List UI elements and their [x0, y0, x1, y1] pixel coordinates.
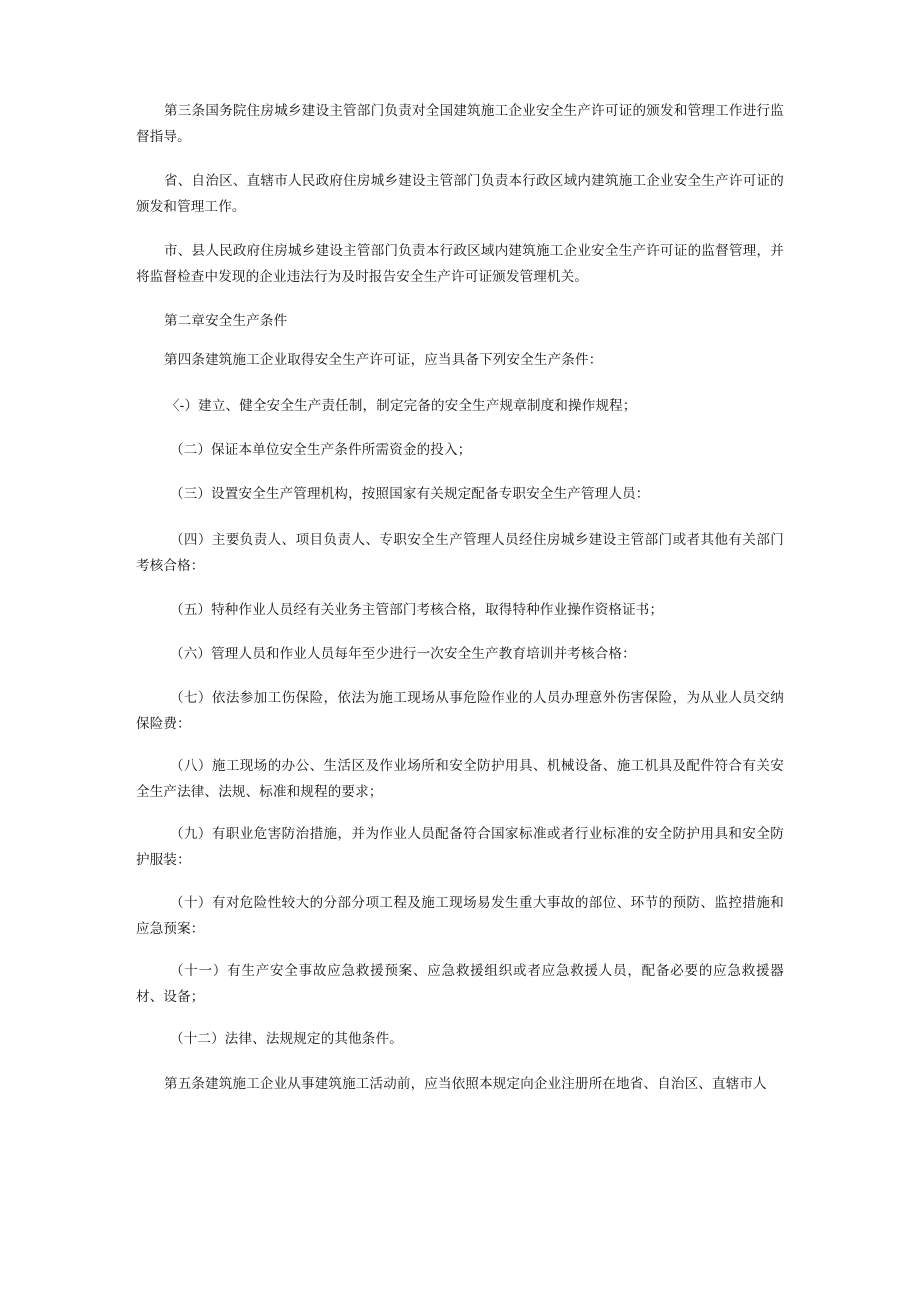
condition-item-1: 〈-）建立、健全安全生产责任制，制定完备的安全生产规章制度和操作规程；	[166, 398, 637, 414]
article-5-paragraph: 第五条建筑施工企业从事建筑施工活动前，应当依照本规定向企业注册所在地省、自治区、直辖市人	[164, 1076, 767, 1092]
condition-item-8: （八）施工现场的办公、生活区及作业场所和安全防护用具、机械设备、施工机具及配件符合有关安全生产法律、法规、标准和规程的要求；	[136, 758, 784, 800]
chapter-2-heading: 第二章安全生产条件	[164, 313, 288, 329]
condition-item-2: （二）保证本单位安全生产条件所需资金的投入；	[170, 442, 472, 458]
condition-item-4: （四）主要负责人、项目负责人、专职安全生产管理人员经住房城乡建设主管部门或者其他有关部门考核合格：	[136, 532, 784, 574]
condition-item-11: （十一）有生产安全事故应急救援预案、应急救援组织或者应急救援人员，配备必要的应急救援器材、设备；	[136, 963, 784, 1005]
article-3-paragraph: 第三条国务院住房城乡建设主管部门负责对全国建筑施工企业安全生产许可证的颁发和管理工作进行监督指导。	[136, 103, 784, 145]
condition-item-12: （十二）法律、法规规定的其他条件。	[170, 1031, 403, 1047]
article-4-paragraph: 第四条建筑施工企业取得安全生产许可证，应当具备下列安全生产条件：	[164, 352, 603, 368]
provincial-authority-paragraph: 省、自治区、直辖市人民政府住房城乡建设主管部门负责本行政区域内建筑施工企业安全生产许可证的颁发和管理工作。	[136, 173, 784, 215]
condition-item-10: （十）有对危险性较大的分部分项工程及施工现场易发生重大事故的部位、环节的预防、监控措施和应急预案：	[136, 895, 784, 937]
municipal-authority-paragraph: 市、县人民政府住房城乡建设主管部门负责本行政区域内建筑施工企业安全生产许可证的监督管理，并将监督检查中发现的企业违法行为及时报告安全生产许可证颁发管理机关。	[136, 243, 784, 285]
condition-item-3: （三）设置安全生产管理机构，按照国家有关规定配备专职安全生产管理人员：	[170, 486, 650, 502]
condition-item-5: （五）特种作业人员经有关业务主管部门考核合格，取得特种作业操作资格证书；	[170, 602, 664, 618]
condition-item-6: （六）管理人员和作业人员每年至少进行一次安全生产教育培训并考核合格：	[170, 646, 636, 662]
condition-item-9: （九）有职业危害防治措施，并为作业人员配备符合国家标准或者行业标准的安全防护用具和安全防护服装：	[136, 826, 784, 868]
condition-item-7: （七）依法参加工伤保险，依法为施工现场从事危险作业的人员办理意外伤害保险，为从业人员交纳保险费：	[136, 690, 784, 732]
